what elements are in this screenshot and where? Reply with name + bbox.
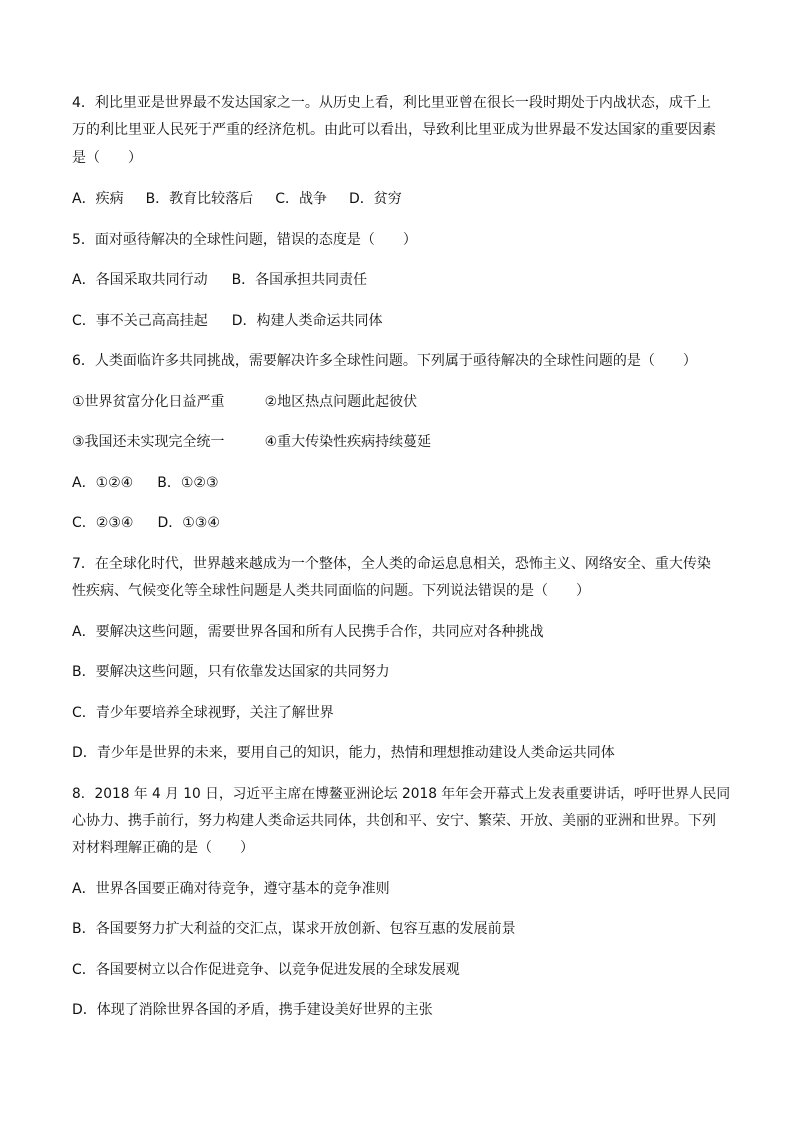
q4-option-b: B．教育比较落后 xyxy=(145,191,254,207)
q6-item-4: ④重大传染性疾病持续蔓延 xyxy=(264,434,432,450)
q8-option-c: C．各国要树立以合作促进竞争、以竞争促进发展的全球发展观 xyxy=(72,962,460,978)
q6-option-b: B．①②③ xyxy=(157,475,219,491)
q4-option-c: C．战争 xyxy=(275,191,327,207)
q5-options-row2 xyxy=(72,311,732,331)
q6-stem: 6．人类面临许多共同挑战，需要解决许多全球性问题。下列属于亟待解决的全球性问题的是（ ） xyxy=(72,353,697,369)
q8-option-a: A．世界各国要正确对待竞争，遵守基本的竞争准则 xyxy=(72,881,390,897)
q7-option-a: A．要解决这些问题，需要世界各国和所有人民携手合作，共同应对各种挑战 xyxy=(72,624,544,640)
q6-items-row2 xyxy=(72,432,732,452)
q8-stem-line2: 心协力、携手前行，努力构建人类命运共同体，共创和平、安宁、繁荣、开放、美丽的亚洲和世界。下列 xyxy=(72,813,716,829)
q6-option-a: A．①②④ xyxy=(72,475,134,491)
q4-stem-line3: 是（ ） xyxy=(72,150,142,166)
q5-stem: 5．面对亟待解决的全球性问题，错误的态度是（ ） xyxy=(72,232,417,248)
q6-item-1: ①世界贫富分化日益严重 xyxy=(72,394,225,410)
q5-option-d: D．构建人类命运共同体 xyxy=(231,313,383,329)
q4-options xyxy=(72,189,732,209)
q7-stem-line2: 性疾病、气候变化等全球性问题是人类共同面临的问题。下列说法错误的是（ ） xyxy=(72,583,590,599)
q8-option-d: D．体现了消除世界各国的矛盾，携手建设美好世界的主张 xyxy=(72,1002,433,1018)
q5-option-b: B．各国承担共同责任 xyxy=(231,272,368,288)
q7-stem-line1: 7．在全球化时代，世界越来越成为一个整体，全人类的命运息息相关，恐怖主义、网络安全、重大传染 xyxy=(72,556,711,572)
q4-option-d: D．贫穷 xyxy=(348,191,402,207)
q7-option-c: C．青少年要培养全球视野，关注了解世界 xyxy=(72,705,334,721)
q5-options-row1 xyxy=(72,270,732,290)
q4-stem-line1: 4．利比里亚是世界最不发达国家之一。从历史上看，利比里亚曾在很长一段时期处于内战状态，成千上 xyxy=(72,95,711,111)
q8-stem-line1: 8．2018 年 4 月 10 日，习近平主席在博鳌亚洲论坛 2018 年年会开幕式上发表重要讲话，呼吁世界人民同 xyxy=(72,786,731,802)
q6-item-3: ③我国还未实现完全统一 xyxy=(72,434,225,450)
q5-option-a: A．各国采取共同行动 xyxy=(72,272,208,288)
q8-option-b: B．各国要努力扩大利益的交汇点，谋求开放创新、包容互惠的发展前景 xyxy=(72,921,516,937)
q6-options-row2 xyxy=(72,513,732,533)
q5-option-c: C．事不关己高高挂起 xyxy=(72,313,208,329)
q7-option-b: B．要解决这些问题，只有依靠发达国家的共同努力 xyxy=(72,664,390,680)
q6-item-2: ②地区热点问题此起彼伏 xyxy=(264,394,418,410)
q6-option-c: C．②③④ xyxy=(72,515,134,531)
q4-option-a: A．疾病 xyxy=(72,191,124,207)
q7-option-d: D．青少年是世界的未来，要用自己的知识，能力，热情和理想推动建设人类命运共同体 xyxy=(72,745,615,761)
q4-stem-line2: 万的利比里亚人民死于严重的经济危机。由此可以看出，导致利比里亚成为世界最不发达国家的重要因素 xyxy=(72,122,716,138)
q6-options-row1 xyxy=(72,473,732,493)
q8-stem-line3: 对材料理解正确的是（ ） xyxy=(72,840,254,856)
q6-items-row1 xyxy=(72,392,732,412)
q6-option-d: D．①③④ xyxy=(157,515,220,531)
